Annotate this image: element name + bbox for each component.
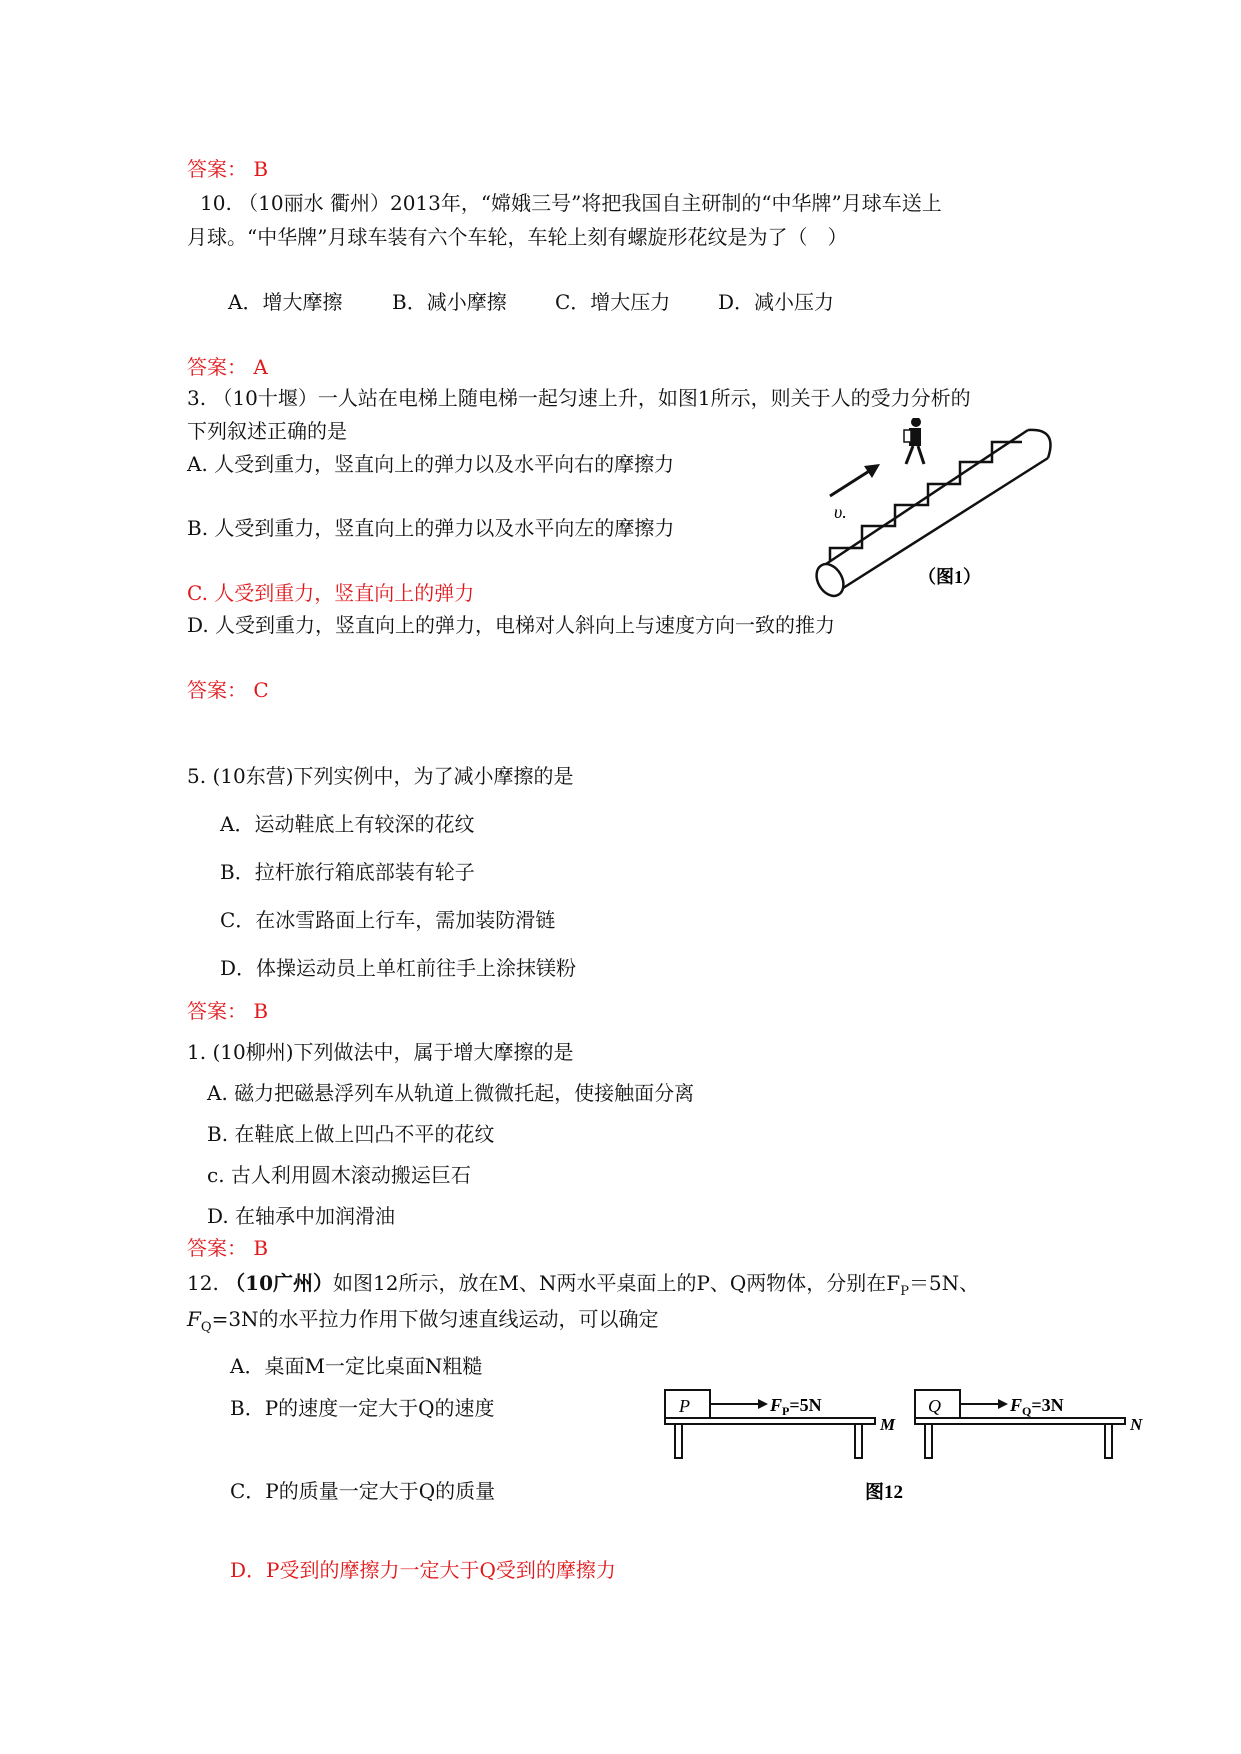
q1-option-c: c. 古人利用圆木滚动搬运巨石 bbox=[207, 1163, 471, 1187]
q1-option-d: D. 在轴承中加润滑油 bbox=[207, 1204, 396, 1228]
q12-fq-sub: Q bbox=[200, 1320, 212, 1335]
escalator-figure bbox=[800, 418, 1070, 603]
q12-source: （10广州） bbox=[225, 1271, 334, 1295]
q12-option-a: A．桌面M一定比桌面N粗糙 bbox=[230, 1354, 483, 1378]
block-p-label: P bbox=[679, 1396, 690, 1416]
force-q-arrowhead bbox=[998, 1399, 1008, 1409]
q12-option-b: B．P的速度一定大于Q的速度 bbox=[230, 1396, 495, 1420]
q3-option-d: D. 人受到重力，竖直向上的弹力，电梯对人斜向上与速度方向一致的推力 bbox=[187, 613, 836, 637]
q3-option-b: B. 人受到重力，竖直向上的弹力以及水平向左的摩擦力 bbox=[187, 516, 675, 540]
tube-end-right bbox=[1028, 430, 1051, 458]
force-p-arrowhead bbox=[758, 1399, 768, 1409]
q12-stem-text: 如图12所示，放在M、N两水平桌面上的P、Q两物体，分别在F bbox=[333, 1271, 901, 1295]
table-m bbox=[665, 1418, 875, 1458]
q3-stem-line2: 下列叙述正确的是 bbox=[187, 419, 347, 443]
q5-option-b: B．拉杆旅行箱底部装有轮子 bbox=[220, 860, 475, 884]
force-q-label: $F_Q=3N$ bbox=[1010, 1395, 1064, 1418]
q10-answer: 答案： A bbox=[187, 355, 268, 379]
q3-option-a: A. 人受到重力，竖直向上的弹力以及水平向右的摩擦力 bbox=[187, 452, 675, 476]
q10-option-a: A．增大摩擦 bbox=[228, 290, 343, 314]
q12-fp-value: ＝5N、 bbox=[908, 1271, 980, 1295]
q1-answer: 答案： B bbox=[187, 1236, 269, 1260]
velocity-arrow bbox=[830, 468, 874, 496]
q1-stem: 1. (10柳州)下列做法中，属于增大摩擦的是 bbox=[187, 1040, 574, 1064]
q12-number: 12. bbox=[187, 1271, 226, 1295]
q5-stem: 5. (10东营)下列实例中，为了减小摩擦的是 bbox=[187, 764, 574, 788]
q10-option-c: C．增大压力 bbox=[555, 290, 671, 314]
q12-stem-line2-text: =3N的水平拉力作用下做匀速直线运动，可以确定 bbox=[211, 1307, 659, 1331]
figure12-caption: 图12 bbox=[865, 1482, 904, 1503]
velocity-arrowhead bbox=[864, 464, 880, 478]
tube-end-left bbox=[811, 559, 849, 600]
q5-option-c: C．在冰雪路面上行车，需加装防滑链 bbox=[220, 908, 556, 932]
q5-option-a: A．运动鞋底上有较深的花纹 bbox=[220, 812, 475, 836]
q12-stem-line2 bbox=[187, 1306, 659, 1341]
q10-option-d: D．减小压力 bbox=[718, 290, 835, 314]
force-p-label: $F_P=5N$ bbox=[770, 1395, 822, 1418]
table-n bbox=[915, 1418, 1125, 1458]
q12-fp-sub: P bbox=[900, 1284, 909, 1299]
q5-answer: 答案： B bbox=[187, 999, 269, 1023]
q3-stem-line1: 3. （10十堰）一人站在电梯上随电梯一起匀速上升，如图1所示，则关于人的受力分析的 bbox=[187, 386, 971, 410]
q1-option-b: B. 在鞋底上做上凹凸不平的花纹 bbox=[207, 1122, 495, 1146]
q1-option-a: A. 磁力把磁悬浮列车从轨道上微微托起，使接触面分离 bbox=[207, 1081, 695, 1105]
person-icon bbox=[904, 418, 924, 464]
q10-stem-line1: 10. （10丽水 衢州）2013年，“嫦娥三号”将把我国自主研制的“中华牌”月球车送上 bbox=[200, 191, 942, 215]
velocity-label: υ. bbox=[834, 502, 847, 522]
q3-answer: 答案： C bbox=[187, 678, 269, 702]
q3-option-c: C. 人受到重力，竖直向上的弹力 bbox=[187, 581, 475, 605]
figure12 bbox=[660, 1382, 1150, 1507]
block-q-label: Q bbox=[928, 1396, 941, 1416]
table-m-label: M bbox=[880, 1415, 896, 1434]
q10-option-b: B．减小摩擦 bbox=[392, 290, 507, 314]
q5-option-d: D．体操运动员上单杠前往手上涂抹镁粉 bbox=[220, 956, 577, 980]
table-n-label: N bbox=[1130, 1415, 1143, 1434]
answer-prev: 答案： B bbox=[187, 157, 269, 181]
q12-stem-line1 bbox=[187, 1270, 979, 1305]
q12-option-d: D．P受到的摩擦力一定大于Q受到的摩擦力 bbox=[230, 1558, 616, 1582]
q12-fq-symbol: F bbox=[187, 1307, 201, 1331]
q12-option-c: C．P的质量一定大于Q的质量 bbox=[230, 1479, 496, 1503]
q10-stem-line2: 月球。“中华牌”月球车装有六个车轮，车轮上刻有螺旋形花纹是为了（ ） bbox=[187, 225, 848, 249]
figure1-caption: （图1） bbox=[918, 567, 981, 587]
